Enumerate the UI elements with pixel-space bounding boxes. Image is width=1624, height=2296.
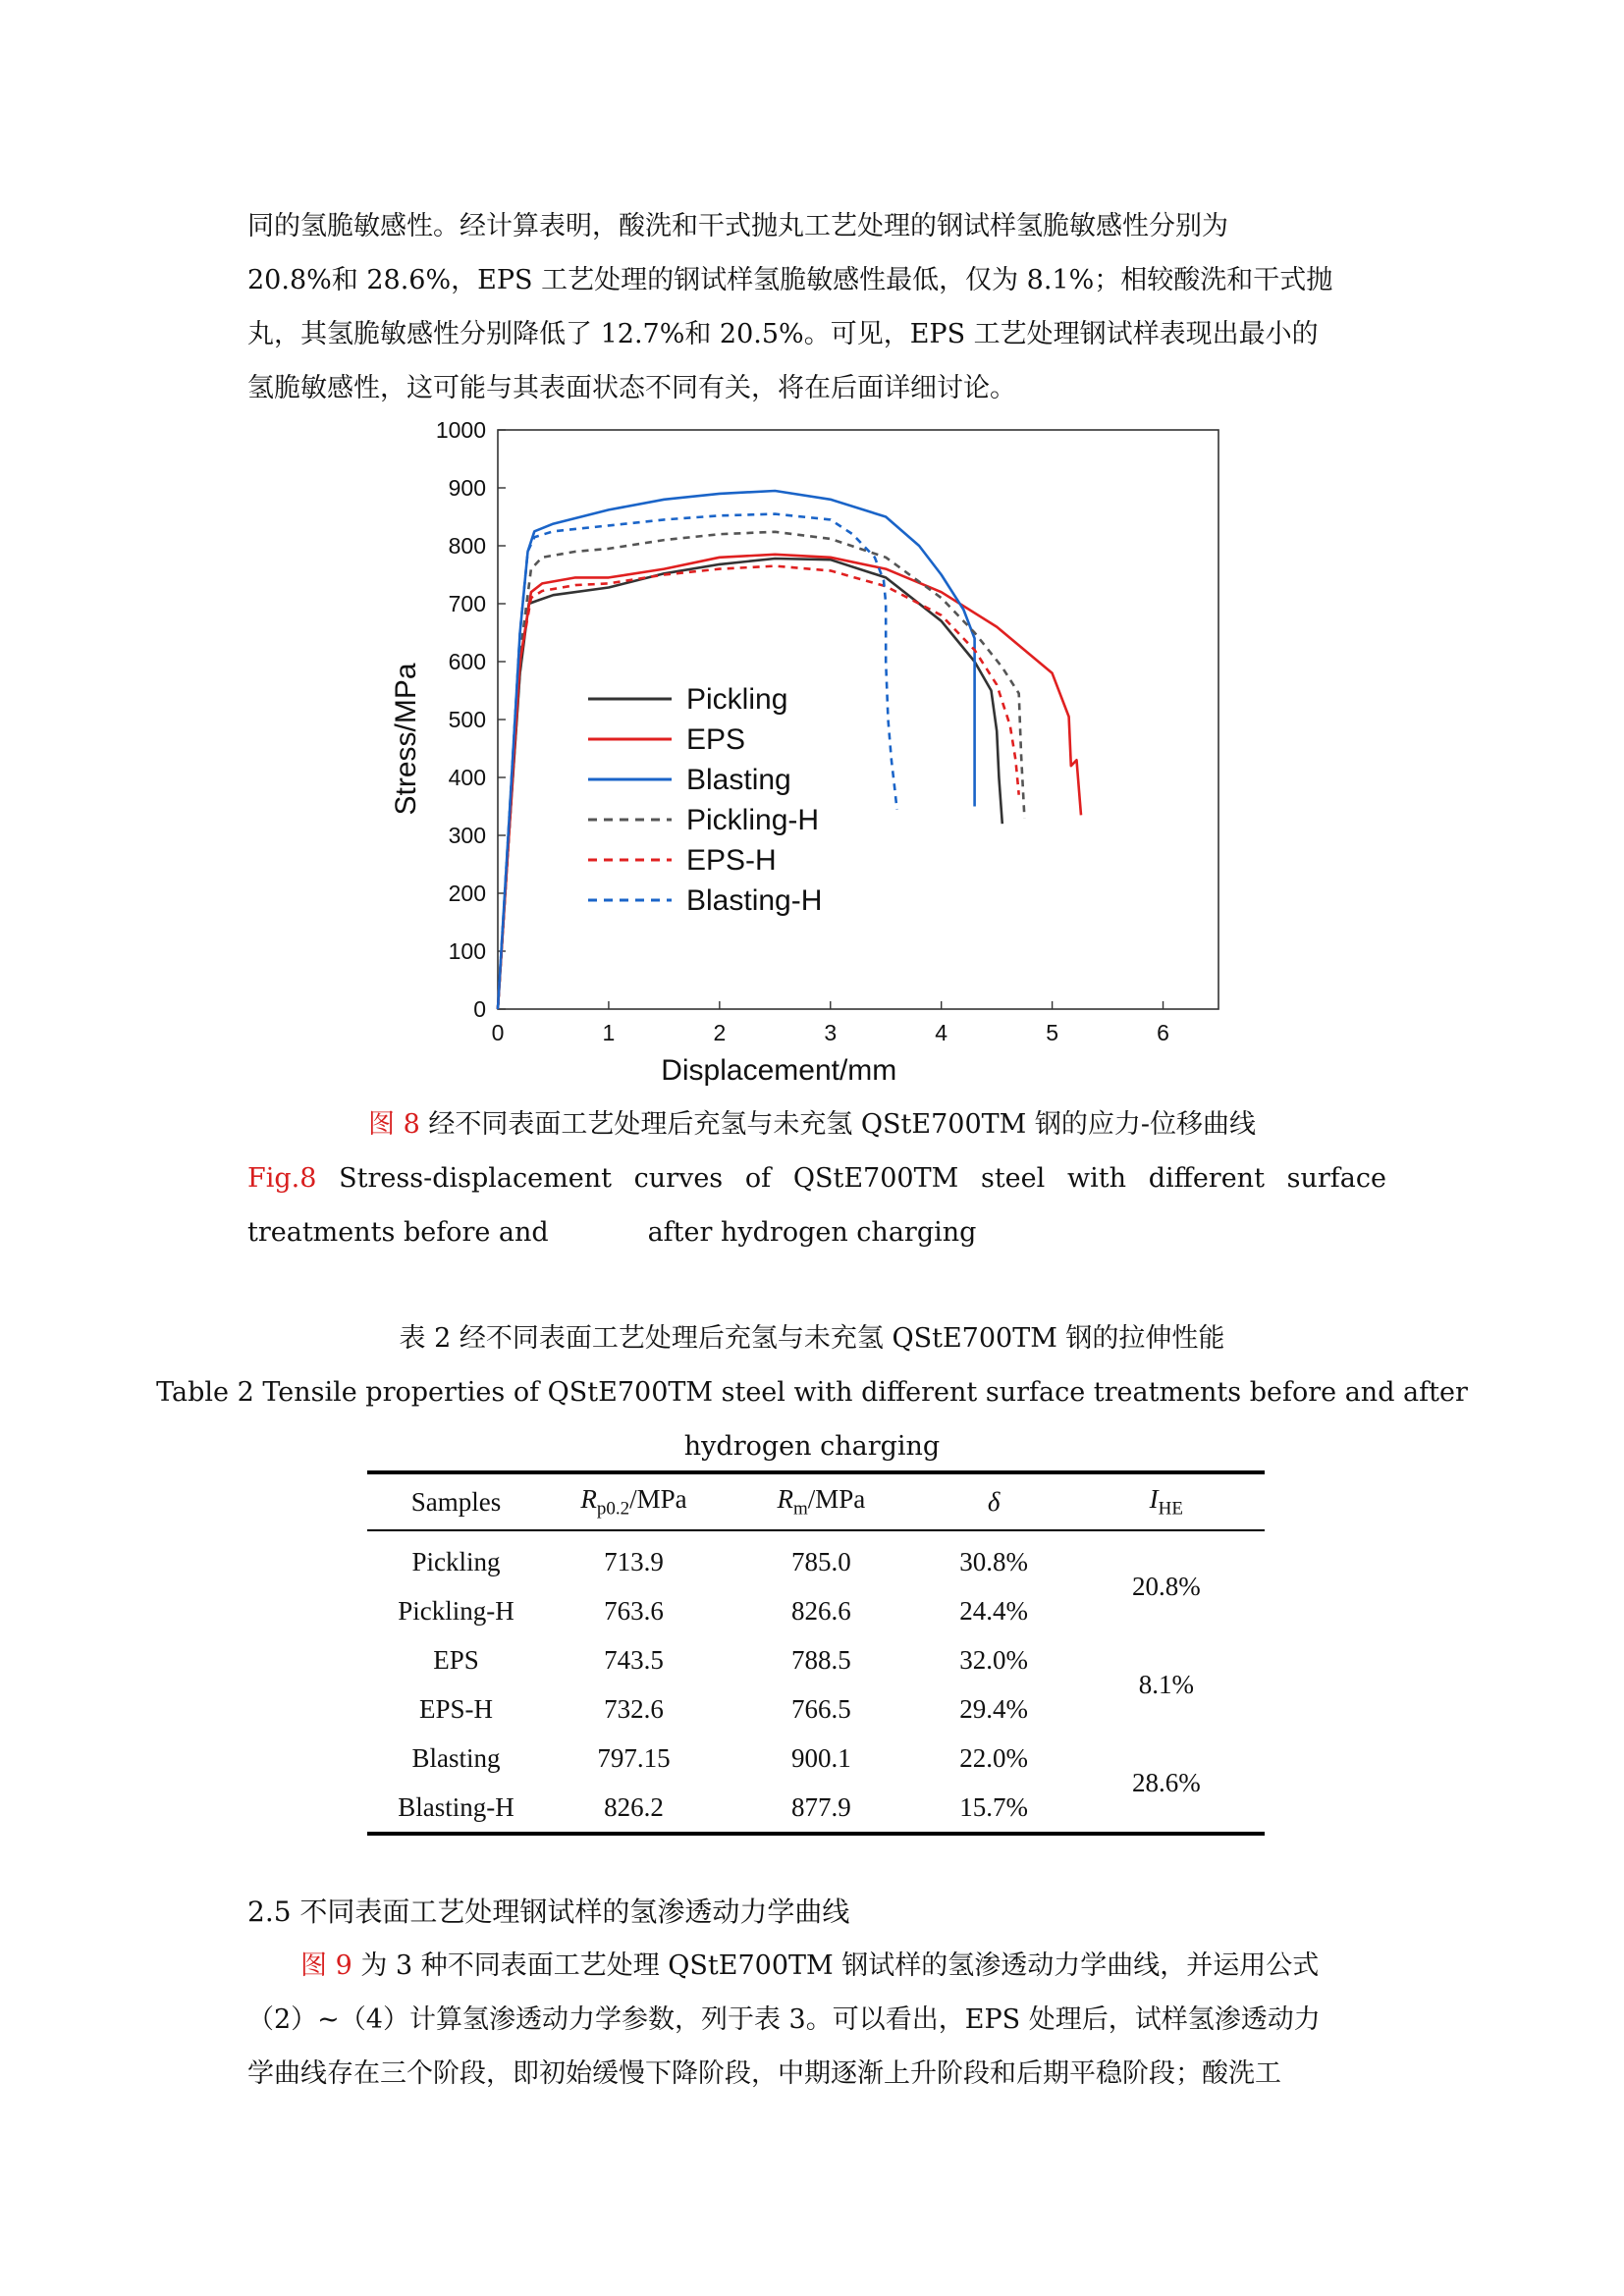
- x-tick-label: 5: [1046, 1020, 1059, 1045]
- figure-label-en: Fig.8: [247, 1163, 317, 1194]
- paragraph-line: （2）~（4）计算氢渗透动力学参数，列于表 3。可以看出，EPS 处理后，试样氢渗透动力: [247, 2004, 1321, 2035]
- cell-delta: 15.7%: [959, 1791, 1029, 1822]
- stress-displacement-chart: [388, 412, 1242, 1099]
- x-tick-label: 6: [1157, 1020, 1169, 1045]
- figure-ref-link[interactable]: 图 9: [300, 1950, 352, 1981]
- x-tick-label: 2: [713, 1020, 727, 1045]
- paragraph-line: 丸，其氢脆敏感性分别降低了 12.7%和 20.5%。可见，EPS 工艺处理钢试样表现出最小的: [247, 319, 1319, 349]
- y-tick-label: 0: [473, 996, 486, 1022]
- y-tick-label: 1000: [435, 417, 486, 443]
- cell-rm: 766.5: [790, 1693, 851, 1724]
- paragraph-line: 氢脆敏感性，这可能与其表面状态不同有关，将在后面详细讨论。: [247, 373, 1016, 403]
- header-samples: Samples: [410, 1486, 502, 1517]
- table-title-cn: 表 2 经不同表面工艺处理后充氢与未充氢 QStE700TM 钢的拉伸性能: [399, 1323, 1225, 1354]
- legend-label: Blasting-H: [686, 884, 823, 917]
- cell-delta: 30.8%: [959, 1546, 1029, 1576]
- cell-ihe: 20.8%: [1131, 1571, 1201, 1601]
- paragraph-line: 学曲线存在三个阶段，即初始缓慢下降阶段，中期逐渐上升阶段和后期平稳阶段；酸洗工: [247, 2058, 1281, 2089]
- y-tick-label: 900: [448, 475, 486, 501]
- figure-text-cn: 经不同表面工艺处理后充氢与未充氢 QStE700TM 钢的应力-位移曲线: [428, 1109, 1257, 1140]
- cell-rm: 785.0: [790, 1546, 851, 1576]
- table-title-en: Table 2 Tensile properties of QStE700TM steel with different surface treatments before and after: [156, 1377, 1468, 1408]
- y-tick-label: 800: [448, 533, 486, 559]
- section-paragraph: [247, 1939, 1386, 2101]
- cell-delta: 29.4%: [959, 1693, 1029, 1724]
- paragraph-line: 20.8%和 28.6%，EPS 工艺处理的钢试样氢脆敏感性最低，仅为 8.1%；相较酸洗和干式抛: [247, 265, 1333, 295]
- cell-rp: 743.5: [604, 1644, 664, 1675]
- cell-sample: Pickling: [411, 1546, 501, 1576]
- cell-sample: EPS: [433, 1644, 479, 1675]
- paragraph-line: 同的氢脆敏感性。经计算表明，酸洗和干式抛丸工艺处理的钢试样氢脆敏感性分别为: [247, 211, 1228, 241]
- cell-rp: 732.6: [604, 1693, 664, 1724]
- plot-frame: [498, 430, 1218, 1009]
- y-tick-label: 500: [448, 707, 486, 732]
- table-row: [367, 1635, 1265, 1684]
- cell-delta: 24.4%: [959, 1595, 1029, 1626]
- figure-text-en: Stress-displacement curves of QStE700TM steel with different surface treatments before and: [247, 1163, 1386, 1248]
- x-tick-label: 0: [491, 1020, 505, 1045]
- y-tick-label: 700: [448, 591, 486, 616]
- y-tick-label: 600: [448, 649, 486, 674]
- cell-sample: Blasting: [411, 1742, 501, 1773]
- legend-label: Blasting: [686, 764, 791, 796]
- y-tick-label: 400: [448, 765, 486, 790]
- cell-rm: 877.9: [790, 1791, 851, 1822]
- figure-label-cn: 图 8: [367, 1109, 420, 1140]
- header-ihe: $I_{HE}$: [1149, 1483, 1183, 1520]
- cell-rp: 797.15: [597, 1742, 671, 1773]
- chart-svg: [388, 412, 1242, 1099]
- top-paragraph: [247, 199, 1386, 415]
- cell-rm: 788.5: [790, 1644, 851, 1675]
- cell-rp: 826.2: [604, 1791, 664, 1822]
- tensile-properties-table: [367, 1470, 1265, 1836]
- x-tick-label: 4: [935, 1020, 948, 1045]
- legend-label: Pickling: [686, 683, 788, 716]
- legend-label: EPS: [686, 723, 746, 756]
- y-tick-label: 100: [448, 938, 486, 964]
- y-axis-label: Stress/MPa: [390, 663, 422, 816]
- cell-rp: 763.6: [604, 1595, 664, 1626]
- table-header-row: [367, 1472, 1265, 1530]
- header-rm: $R_m$/MPa: [777, 1483, 866, 1520]
- cell-rp: 713.9: [604, 1546, 664, 1576]
- header-delta: δ: [987, 1486, 1001, 1517]
- cell-ihe: 28.6%: [1131, 1767, 1201, 1797]
- table-title-en-2: hydrogen charging: [683, 1431, 941, 1462]
- x-axis-label: Displacement/mm: [661, 1054, 897, 1087]
- y-tick-label: 300: [448, 823, 486, 848]
- header-rp: $R_{p0.2}$/MPa: [580, 1483, 687, 1520]
- y-tick-label: 200: [448, 881, 486, 906]
- legend-label: EPS-H: [686, 844, 777, 877]
- table-row: [367, 1530, 1265, 1586]
- cell-sample: Blasting-H: [398, 1791, 514, 1822]
- cell-delta: 32.0%: [959, 1644, 1029, 1675]
- figure-caption-cn: [0, 1097, 1624, 1151]
- x-tick-label: 1: [602, 1020, 616, 1045]
- x-tick-label: 3: [824, 1020, 838, 1045]
- table-row: [367, 1734, 1265, 1783]
- cell-sample: Pickling-H: [398, 1595, 514, 1626]
- paragraph-line: 图 9 为 3 种不同表面工艺处理 QStE700TM 钢试样的氢渗透动力学曲线，并运用公式: [300, 1950, 1320, 1981]
- cell-delta: 22.0%: [959, 1742, 1029, 1773]
- cell-sample: EPS-H: [418, 1693, 493, 1724]
- series-line-blasting-h: [498, 514, 897, 1009]
- section-title: 2.5 不同表面工艺处理钢试样的氢渗透动力学曲线: [247, 1896, 850, 1928]
- figure-caption-en-2: after hydrogen charging: [647, 1217, 977, 1248]
- legend-label: Pickling-H: [686, 804, 820, 836]
- cell-ihe: 8.1%: [1138, 1669, 1194, 1699]
- cell-rm: 900.1: [790, 1742, 851, 1773]
- cell-rm: 826.6: [790, 1595, 851, 1626]
